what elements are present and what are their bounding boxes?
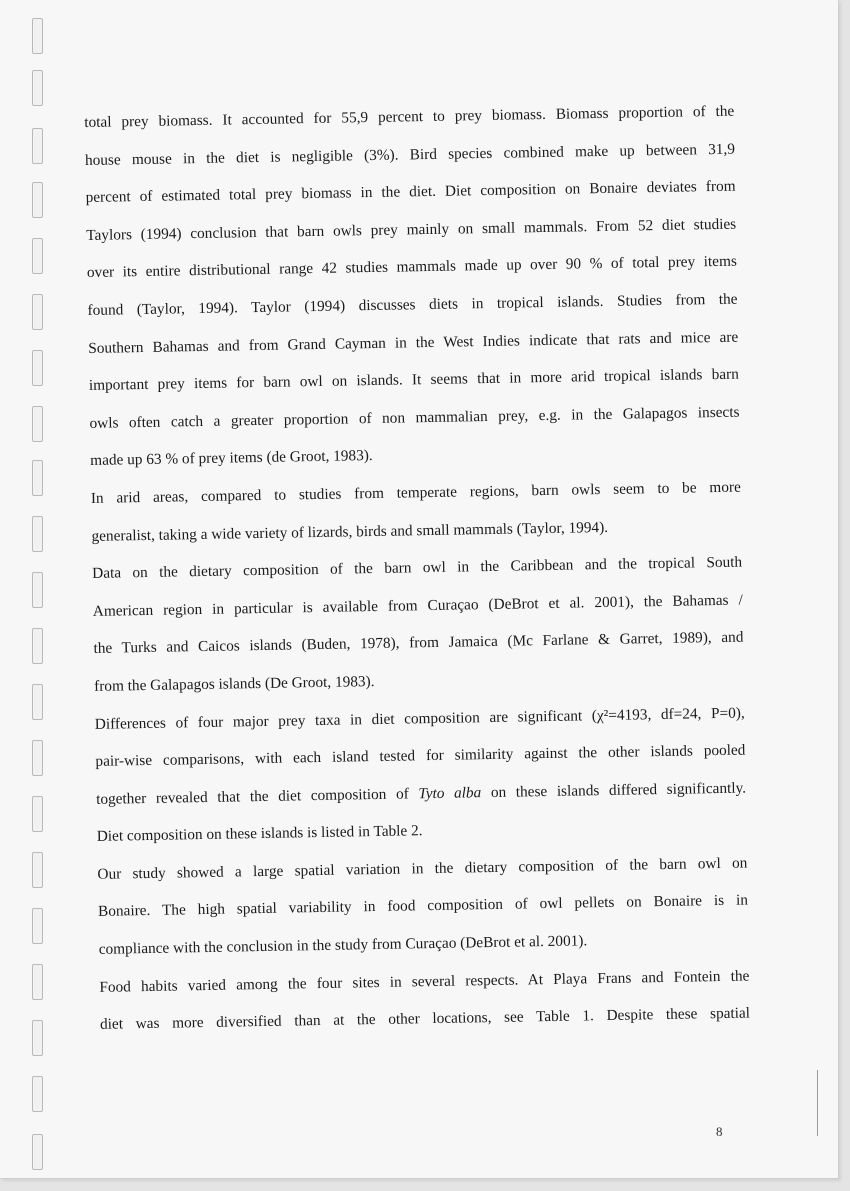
binding-hole — [32, 908, 43, 944]
text-line: made up 63 % of prey items (de Groot, 1983). — [90, 447, 373, 470]
binding-hole — [32, 182, 43, 218]
binding-hole — [32, 852, 43, 888]
text-line: total prey biomass. It accounted for 55,9 percent to prey biomass. Biomass proportion of the — [84, 102, 735, 131]
binding-hole — [32, 70, 43, 106]
text-line: American region in particular is available from Curaçao (DeBrot et al. 2001), the Bahamas / — [92, 591, 743, 620]
binding-hole — [32, 1134, 43, 1170]
text-line: percent of estimated total prey biomass in the diet. Diet composition on Bonaire deviates from — [85, 177, 736, 207]
binding-hole — [32, 740, 43, 776]
species-name: Tyto alba — [418, 783, 482, 802]
binding-hole — [32, 572, 43, 608]
page-number: 8 — [716, 1124, 723, 1139]
body-text — [84, 93, 750, 1044]
text-line: generalist, taking a wide variety of lizards, birds and small mammals (Taylor, 1994). — [91, 518, 609, 545]
binding-hole — [32, 516, 43, 552]
text-line: Southern Bahamas and from Grand Cayman in the West Indies indicate that rats and mice are — [88, 328, 739, 357]
text-line: Data on the dietary composition of the barn owl in the Caribbean and the tropical South — [92, 553, 743, 583]
text-line: Bonaire. The high spatial variability in food composition of owl pellets on Bonaire is in — [97, 892, 749, 921]
text-line: over its entire distributional range 42 studies mammals made up over 90 % of total prey items — [86, 253, 737, 282]
text-line: Differences of four major prey taxa in diet composition are significant (χ²=4193, df=24, P=0), — [94, 704, 745, 733]
margin-mark — [817, 1070, 818, 1136]
text-line: pair-wise comparisons, with each island tested for similarity against the other islands pooled — [95, 741, 746, 770]
binding-hole — [32, 964, 43, 1000]
binding-holes — [0, 0, 60, 1191]
text-line: Taylors (1994) conclusion that barn owls prey mainly on small mammals. From 52 diet studies — [86, 215, 737, 244]
text-line: diet was more diversified than at the other locations, see Table 1. Despite these spatial — [99, 1004, 751, 1034]
binding-hole — [32, 684, 43, 720]
text-line: In arid areas, compared to studies from temperate regions, barn owls seem to be more — [90, 478, 741, 507]
text-line: together revealed that the diet composition of Tyto alba on these islands differed significantly. — [95, 779, 747, 808]
text-line: compliance with the conclusion in the study from Curaçao (DeBrot et al. 2001). — [98, 932, 588, 958]
binding-hole — [32, 406, 43, 442]
text-line: house mouse in the diet is negligible (3%). Bird species combined make up between 31,9 — [84, 140, 736, 169]
binding-hole — [32, 796, 43, 832]
binding-hole — [32, 18, 43, 54]
text-line: Diet composition on these islands is listed in Table 2. — [96, 822, 423, 846]
binding-hole — [32, 294, 43, 330]
text-line: Our study showed a large spatial variation in the dietary composition of the barn owl on — [97, 854, 748, 883]
binding-hole — [32, 628, 43, 664]
text-line: important prey items for barn owl on islands. It seems that in more arid tropical islands barn — [88, 365, 739, 395]
binding-hole — [32, 350, 43, 386]
text-line: Food habits varied among the four sites in several respects. At Playa Frans and Fontein the — [99, 967, 750, 996]
binding-hole — [32, 1020, 43, 1056]
text-line: found (Taylor, 1994). Taylor (1994) discusses diets in tropical islands. Studies from the — [87, 290, 738, 319]
binding-hole — [32, 1076, 43, 1112]
binding-hole — [32, 238, 43, 274]
text-line: from the Galapagos islands (De Groot, 1983). — [94, 672, 375, 695]
binding-hole — [32, 460, 43, 496]
binding-hole — [32, 128, 43, 164]
text-line: owls often catch a greater proportion of non mammalian prey, e.g. in the Galapagos insects — [89, 403, 740, 432]
text-line: the Turks and Caicos islands (Buden, 1978), from Jamaica (Mc Farlane & Garret, 1989), and — [93, 628, 744, 658]
